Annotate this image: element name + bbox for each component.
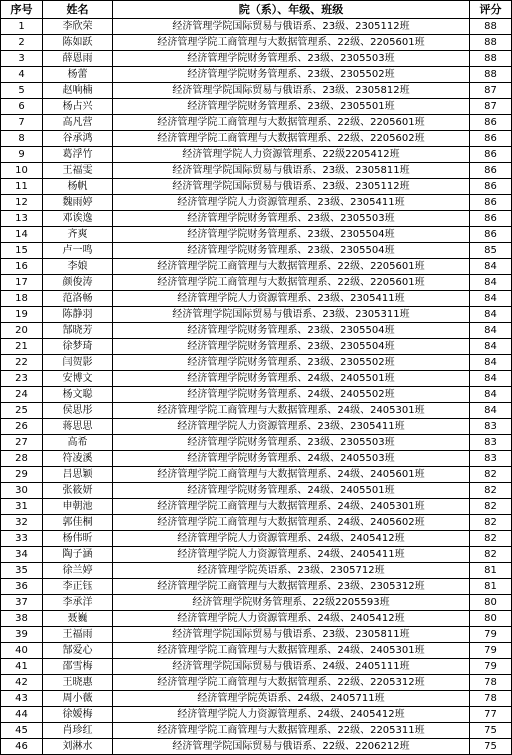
cell-no: 42 — [1, 675, 43, 691]
cell-dept: 经济管理学院人力资源管理系、24级、2405412班 — [113, 707, 470, 723]
cell-score: 84 — [470, 323, 512, 339]
table-row — [1, 243, 512, 259]
table-row — [1, 659, 512, 675]
cell-no: 41 — [1, 659, 43, 675]
cell-score: 77 — [470, 707, 512, 723]
cell-dept: 经济管理学院财务管理系、24级、2405503班 — [113, 451, 470, 467]
cell-no: 40 — [1, 643, 43, 659]
table-row — [1, 371, 512, 387]
cell-name: 王福雯 — [43, 163, 113, 179]
cell-score: 84 — [470, 387, 512, 403]
cell-score: 84 — [470, 371, 512, 387]
cell-score: 79 — [470, 643, 512, 659]
cell-dept: 经济管理学院人力资源管理系、24级、2405412班 — [113, 531, 470, 547]
table-row — [1, 739, 512, 755]
cell-name: 吕思颖 — [43, 467, 113, 483]
cell-name: 杨蕾 — [43, 67, 113, 83]
cell-dept: 经济管理学院工商管理与大数据管理系、23级、2305312班 — [113, 579, 470, 595]
cell-no: 33 — [1, 531, 43, 547]
cell-score: 81 — [470, 579, 512, 595]
cell-score: 79 — [470, 627, 512, 643]
header-dept: 院（系）、年级、班级 — [113, 1, 470, 19]
cell-score: 84 — [470, 291, 512, 307]
cell-no: 19 — [1, 307, 43, 323]
table-row — [1, 147, 512, 163]
cell-name: 闫贺影 — [43, 355, 113, 371]
table-row — [1, 211, 512, 227]
cell-dept: 经济管理学院人力资源管理系、22级2205412班 — [113, 147, 470, 163]
cell-dept: 经济管理学院工商管理与大数据管理系、22级、2205311班 — [113, 723, 470, 739]
cell-name: 陶子涵 — [43, 547, 113, 563]
cell-no: 46 — [1, 739, 43, 755]
cell-no: 15 — [1, 243, 43, 259]
cell-score: 86 — [470, 179, 512, 195]
table-row — [1, 19, 512, 35]
cell-dept: 经济管理学院国际贸易与俄语系、23级、2305112班 — [113, 19, 470, 35]
cell-dept: 经济管理学院财务管理系、24级、2405501班 — [113, 371, 470, 387]
cell-name: 杨帆 — [43, 179, 113, 195]
table-row — [1, 339, 512, 355]
cell-dept: 经济管理学院财务管理系、23级、2305503班 — [113, 435, 470, 451]
cell-no: 9 — [1, 147, 43, 163]
cell-name: 王晓惠 — [43, 675, 113, 691]
cell-score: 83 — [470, 451, 512, 467]
header-score: 评分 — [470, 1, 512, 19]
cell-no: 4 — [1, 67, 43, 83]
cell-name: 谷承鸿 — [43, 131, 113, 147]
cell-name: 魏雨婷 — [43, 195, 113, 211]
table-row — [1, 643, 512, 659]
cell-no: 31 — [1, 499, 43, 515]
header-no: 序号 — [1, 1, 43, 19]
cell-no: 11 — [1, 179, 43, 195]
cell-no: 5 — [1, 83, 43, 99]
cell-no: 6 — [1, 99, 43, 115]
cell-dept: 经济管理学院国际贸易与俄语系、22级、2206212班 — [113, 739, 470, 755]
cell-dept: 经济管理学院财务管理系、24级、2405501班 — [113, 483, 470, 499]
cell-no: 22 — [1, 355, 43, 371]
table-row — [1, 307, 512, 323]
cell-no: 37 — [1, 595, 43, 611]
cell-dept: 经济管理学院英语系、23级、2305712班 — [113, 563, 470, 579]
cell-score: 82 — [470, 483, 512, 499]
table-row — [1, 675, 512, 691]
cell-dept: 经济管理学院财务管理系、23级、2305501班 — [113, 99, 470, 115]
cell-no: 1 — [1, 19, 43, 35]
table-row — [1, 67, 512, 83]
cell-no: 32 — [1, 515, 43, 531]
cell-name: 郭佳桐 — [43, 515, 113, 531]
cell-dept: 经济管理学院工商管理与大数据管理系、24级、2405301班 — [113, 643, 470, 659]
cell-no: 36 — [1, 579, 43, 595]
cell-name: 申朝池 — [43, 499, 113, 515]
table-row — [1, 291, 512, 307]
table-row — [1, 179, 512, 195]
cell-score: 86 — [470, 195, 512, 211]
table-row — [1, 131, 512, 147]
cell-score: 86 — [470, 163, 512, 179]
cell-name: 侯思彤 — [43, 403, 113, 419]
table-row — [1, 579, 512, 595]
cell-name: 王福雨 — [43, 627, 113, 643]
cell-dept: 经济管理学院英语系、24级、2405711班 — [113, 691, 470, 707]
cell-dept: 经济管理学院工商管理与大数据管理系、24级、2405602班 — [113, 515, 470, 531]
cell-score: 75 — [470, 723, 512, 739]
table-row — [1, 483, 512, 499]
cell-score: 78 — [470, 691, 512, 707]
table-row — [1, 115, 512, 131]
table-row — [1, 563, 512, 579]
cell-dept: 经济管理学院工商管理与大数据管理系、24级、2405301班 — [113, 499, 470, 515]
cell-score: 86 — [470, 131, 512, 147]
cell-score: 82 — [470, 467, 512, 483]
cell-name: 邵雪梅 — [43, 659, 113, 675]
cell-name: 聂巍 — [43, 611, 113, 627]
cell-no: 10 — [1, 163, 43, 179]
cell-dept: 经济管理学院工商管理与大数据管理系、24级、2405301班 — [113, 403, 470, 419]
cell-name: 高希 — [43, 435, 113, 451]
cell-no: 34 — [1, 547, 43, 563]
cell-dept: 经济管理学院财务管理系、23级、2305503班 — [113, 51, 470, 67]
cell-dept: 经济管理学院财务管理系、23级、2305503班 — [113, 211, 470, 227]
table-row — [1, 531, 512, 547]
cell-dept: 经济管理学院人力资源管理系、23级、2305411班 — [113, 291, 470, 307]
cell-no: 26 — [1, 419, 43, 435]
cell-name: 李娘 — [43, 259, 113, 275]
cell-name: 安博文 — [43, 371, 113, 387]
cell-score: 88 — [470, 35, 512, 51]
cell-score: 84 — [470, 275, 512, 291]
cell-score: 86 — [470, 115, 512, 131]
cell-no: 8 — [1, 131, 43, 147]
cell-dept: 经济管理学院财务管理系、23级、2305504班 — [113, 227, 470, 243]
cell-dept: 经济管理学院财务管理系、23级、2305502班 — [113, 67, 470, 83]
cell-dept: 经济管理学院财务管理系、24级、2405502班 — [113, 387, 470, 403]
cell-no: 13 — [1, 211, 43, 227]
table-row — [1, 163, 512, 179]
table-row — [1, 451, 512, 467]
table-row — [1, 195, 512, 211]
cell-no: 38 — [1, 611, 43, 627]
table-row — [1, 707, 512, 723]
cell-dept: 经济管理学院工商管理与大数据管理系、22级、2205601班 — [113, 115, 470, 131]
cell-name: 李承洋 — [43, 595, 113, 611]
table-row — [1, 515, 512, 531]
cell-name: 陈如跃 — [43, 35, 113, 51]
cell-dept: 经济管理学院国际贸易与俄语系、23级、2305812班 — [113, 83, 470, 99]
cell-dept: 经济管理学院工商管理与大数据管理系、24级、2405601班 — [113, 467, 470, 483]
cell-no: 12 — [1, 195, 43, 211]
cell-score: 88 — [470, 51, 512, 67]
table-row — [1, 51, 512, 67]
cell-no: 7 — [1, 115, 43, 131]
cell-name: 卢一鸣 — [43, 243, 113, 259]
cell-dept: 经济管理学院财务管理系、22级2205593班 — [113, 595, 470, 611]
cell-no: 25 — [1, 403, 43, 419]
header-row — [1, 1, 512, 19]
cell-score: 84 — [470, 339, 512, 355]
cell-score: 84 — [470, 355, 512, 371]
cell-dept: 经济管理学院工商管理与大数据管理系、22级、2205602班 — [113, 131, 470, 147]
table-row — [1, 275, 512, 291]
table-row — [1, 595, 512, 611]
cell-dept: 经济管理学院财务管理系、23级、2305504班 — [113, 323, 470, 339]
cell-name: 张筱妍 — [43, 483, 113, 499]
table-row — [1, 323, 512, 339]
table-row — [1, 723, 512, 739]
cell-no: 35 — [1, 563, 43, 579]
cell-name: 蒋思思 — [43, 419, 113, 435]
cell-dept: 经济管理学院人力资源管理系、23级、2305411班 — [113, 195, 470, 211]
cell-score: 84 — [470, 259, 512, 275]
cell-score: 84 — [470, 403, 512, 419]
table-row — [1, 259, 512, 275]
cell-score: 75 — [470, 739, 512, 755]
cell-score: 87 — [470, 83, 512, 99]
cell-name: 周小薇 — [43, 691, 113, 707]
cell-dept: 经济管理学院人力资源管理系、24级、2405412班 — [113, 611, 470, 627]
header-name: 姓名 — [43, 1, 113, 19]
cell-dept: 经济管理学院财务管理系、23级、2305504班 — [113, 243, 470, 259]
cell-score: 81 — [470, 563, 512, 579]
cell-dept: 经济管理学院人力资源管理系、23级、2305411班 — [113, 419, 470, 435]
cell-name: 刘淋水 — [43, 739, 113, 755]
cell-no: 16 — [1, 259, 43, 275]
table-row — [1, 691, 512, 707]
cell-name: 颜俊涛 — [43, 275, 113, 291]
cell-name: 肖珍红 — [43, 723, 113, 739]
cell-score: 82 — [470, 547, 512, 563]
cell-no: 29 — [1, 467, 43, 483]
table-row — [1, 467, 512, 483]
table-row — [1, 435, 512, 451]
cell-dept: 经济管理学院工商管理与大数据管理系、22级、2205601班 — [113, 275, 470, 291]
cell-score: 87 — [470, 99, 512, 115]
cell-no: 2 — [1, 35, 43, 51]
cell-name: 陈静羽 — [43, 307, 113, 323]
table-row — [1, 627, 512, 643]
cell-score: 79 — [470, 659, 512, 675]
cell-name: 李欣荣 — [43, 19, 113, 35]
table-row — [1, 99, 512, 115]
cell-name: 杨伟昕 — [43, 531, 113, 547]
cell-name: 葛浮竹 — [43, 147, 113, 163]
cell-name: 邓诶逸 — [43, 211, 113, 227]
cell-name: 范洛畅 — [43, 291, 113, 307]
cell-name: 高凡营 — [43, 115, 113, 131]
cell-dept: 经济管理学院国际贸易与俄语系、23级、2305311班 — [113, 307, 470, 323]
cell-dept: 经济管理学院工商管理与大数据管理系、22级、2205601班 — [113, 35, 470, 51]
cell-name: 杨占兴 — [43, 99, 113, 115]
table-row — [1, 387, 512, 403]
cell-dept: 经济管理学院国际贸易与俄语系、24级、2405111班 — [113, 659, 470, 675]
cell-name: 薛恩雨 — [43, 51, 113, 67]
table-body — [1, 19, 512, 755]
cell-no: 44 — [1, 707, 43, 723]
cell-no: 3 — [1, 51, 43, 67]
cell-dept: 经济管理学院国际贸易与俄语系、23级、2305112班 — [113, 179, 470, 195]
cell-dept: 经济管理学院国际贸易与俄语系、23级、2305811班 — [113, 627, 470, 643]
cell-score: 80 — [470, 611, 512, 627]
cell-no: 45 — [1, 723, 43, 739]
cell-no: 18 — [1, 291, 43, 307]
cell-no: 28 — [1, 451, 43, 467]
cell-score: 82 — [470, 515, 512, 531]
cell-no: 30 — [1, 483, 43, 499]
cell-name: 郜晓芳 — [43, 323, 113, 339]
cell-score: 85 — [470, 243, 512, 259]
cell-dept: 经济管理学院工商管理与大数据管理系、22级、2205601班 — [113, 259, 470, 275]
cell-no: 39 — [1, 627, 43, 643]
cell-name: 杨文聪 — [43, 387, 113, 403]
cell-score: 86 — [470, 227, 512, 243]
cell-dept: 经济管理学院人力资源管理系、24级、2405411班 — [113, 547, 470, 563]
cell-score: 86 — [470, 147, 512, 163]
cell-dept: 经济管理学院财务管理系、23级、2305502班 — [113, 355, 470, 371]
cell-score: 82 — [470, 531, 512, 547]
table-row — [1, 35, 512, 51]
cell-no: 24 — [1, 387, 43, 403]
cell-name: 齐爽 — [43, 227, 113, 243]
cell-score: 83 — [470, 435, 512, 451]
cell-name: 符凌溪 — [43, 451, 113, 467]
cell-score: 78 — [470, 675, 512, 691]
table-row — [1, 499, 512, 515]
cell-name: 郜爱心 — [43, 643, 113, 659]
cell-score: 88 — [470, 67, 512, 83]
cell-name: 徐嫒梅 — [43, 707, 113, 723]
table-row — [1, 403, 512, 419]
cell-dept: 经济管理学院国际贸易与俄语系、23级、2305811班 — [113, 163, 470, 179]
cell-dept: 经济管理学院财务管理系、23级、2305504班 — [113, 339, 470, 355]
cell-name: 徐兰婷 — [43, 563, 113, 579]
cell-score: 82 — [470, 499, 512, 515]
cell-no: 23 — [1, 371, 43, 387]
cell-score: 83 — [470, 419, 512, 435]
cell-name: 赵响楠 — [43, 83, 113, 99]
table-row — [1, 355, 512, 371]
cell-no: 17 — [1, 275, 43, 291]
cell-score: 88 — [470, 19, 512, 35]
cell-name: 李正钰 — [43, 579, 113, 595]
table-row — [1, 227, 512, 243]
cell-score: 80 — [470, 595, 512, 611]
table-row — [1, 419, 512, 435]
cell-score: 84 — [470, 307, 512, 323]
cell-no: 21 — [1, 339, 43, 355]
table-row — [1, 611, 512, 627]
cell-no: 27 — [1, 435, 43, 451]
table-row — [1, 83, 512, 99]
cell-no: 14 — [1, 227, 43, 243]
cell-no: 43 — [1, 691, 43, 707]
table-row — [1, 547, 512, 563]
cell-name: 徐梦琦 — [43, 339, 113, 355]
cell-no: 20 — [1, 323, 43, 339]
cell-score: 86 — [470, 211, 512, 227]
cell-dept: 经济管理学院工商管理与大数据管理系、22级、2205312班 — [113, 675, 470, 691]
